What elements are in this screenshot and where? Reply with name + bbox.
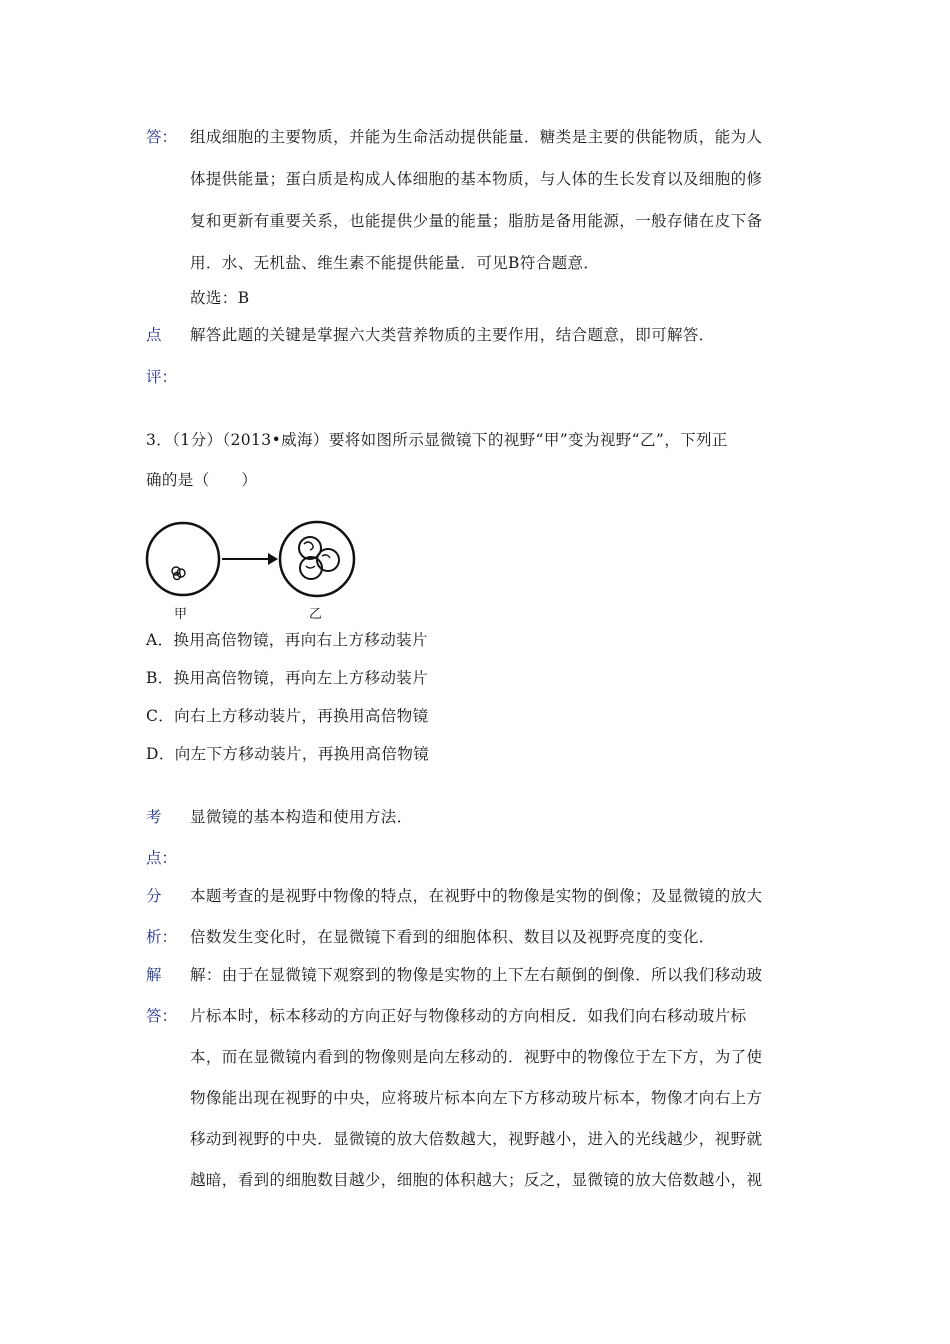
analysis-line-1: 本题考查的是视野中物像的特点，在视野中的物像是实物的倒像；及显微镜的放大 bbox=[190, 887, 763, 905]
arrow-head-icon bbox=[268, 553, 278, 565]
analysis-line-2: 倍数发生变化时，在显微镜下看到的细胞体积、数目以及视野亮度的变化． bbox=[190, 928, 715, 946]
answer-choice: 故选：B bbox=[190, 289, 250, 307]
solution-label-1: 解 bbox=[146, 966, 162, 984]
field-yi-cells bbox=[299, 537, 339, 579]
knowledge-label-2: 点： bbox=[146, 849, 178, 867]
option-c: C．向右上方移动装片，再换用高倍物镜 bbox=[146, 707, 429, 725]
figure-label-jia: 甲 bbox=[174, 607, 188, 622]
field-jia-cells bbox=[172, 567, 185, 580]
solution-line-4: 物像能出现在视野的中央，应将玻片标本向左下方移动玻片标本，物像才向右上方 bbox=[190, 1089, 763, 1107]
answer-line-4: 用．水、无机盐、维生素不能提供能量．可见B符合题意． bbox=[190, 254, 600, 272]
microscope-field-figure bbox=[144, 510, 374, 622]
solution-line-2: 片标本时，标本移动的方向正好与物像移动的方向相反．如我们向右移动玻片标 bbox=[190, 1007, 747, 1025]
answer-line-1: 组成细胞的主要物质，并能为生命活动提供能量．糖类是主要的供能物质，能为人 bbox=[190, 128, 763, 146]
comment-text: 解答此题的关键是掌握六大类营养物质的主要作用，结合题意，即可解答． bbox=[190, 326, 715, 344]
solution-label-2: 答： bbox=[146, 1007, 178, 1025]
solution-line-5: 移动到视野的中央．显微镜的放大倍数越大，视野越小，进入的光线越少，视野就 bbox=[190, 1130, 763, 1148]
option-d: D．向左下方移动装片，再换用高倍物镜 bbox=[146, 745, 430, 763]
answer-label: 答： bbox=[146, 128, 178, 146]
knowledge-label-1: 考 bbox=[146, 808, 162, 826]
question-stem-line-2: 确的是（ ） bbox=[146, 471, 258, 489]
analysis-label-1: 分 bbox=[146, 887, 162, 905]
solution-line-1: 解：由于在显微镜下观察到的物像是实物的上下左右颠倒的倒像．所以我们移动玻 bbox=[190, 966, 763, 984]
field-jia-circle bbox=[147, 523, 219, 595]
solution-line-6: 越暗，看到的细胞数目越少，细胞的体积越大；反之，显微镜的放大倍数越小，视 bbox=[190, 1171, 763, 1189]
analysis-label-2: 析： bbox=[146, 928, 178, 946]
answer-line-3: 复和更新有重要关系，也能提供少量的能量；脂肪是备用能源，一般存储在皮下备 bbox=[190, 212, 763, 230]
option-a: A．换用高倍物镜，再向右上方移动装片 bbox=[146, 631, 428, 649]
knowledge-text: 显微镜的基本构造和使用方法． bbox=[190, 808, 413, 826]
option-b: B．换用高倍物镜，再向左上方移动装片 bbox=[146, 669, 429, 687]
answer-line-2: 体提供能量；蛋白质是构成人体细胞的基本物质，与人体的生长发育以及细胞的修 bbox=[190, 170, 763, 188]
comment-label-1: 点 bbox=[146, 326, 162, 344]
figure-label-yi: 乙 bbox=[309, 607, 323, 622]
question-stem-line-1: 3．（1分）（2013•威海）要将如图所示显微镜下的视野“甲”变为视野“乙”，下列正 bbox=[146, 431, 728, 449]
comment-label-2: 评： bbox=[146, 368, 178, 386]
solution-line-3: 本，而在显微镜内看到的物像则是向左移动的．视野中的物像位于左下方，为了使 bbox=[190, 1048, 763, 1066]
